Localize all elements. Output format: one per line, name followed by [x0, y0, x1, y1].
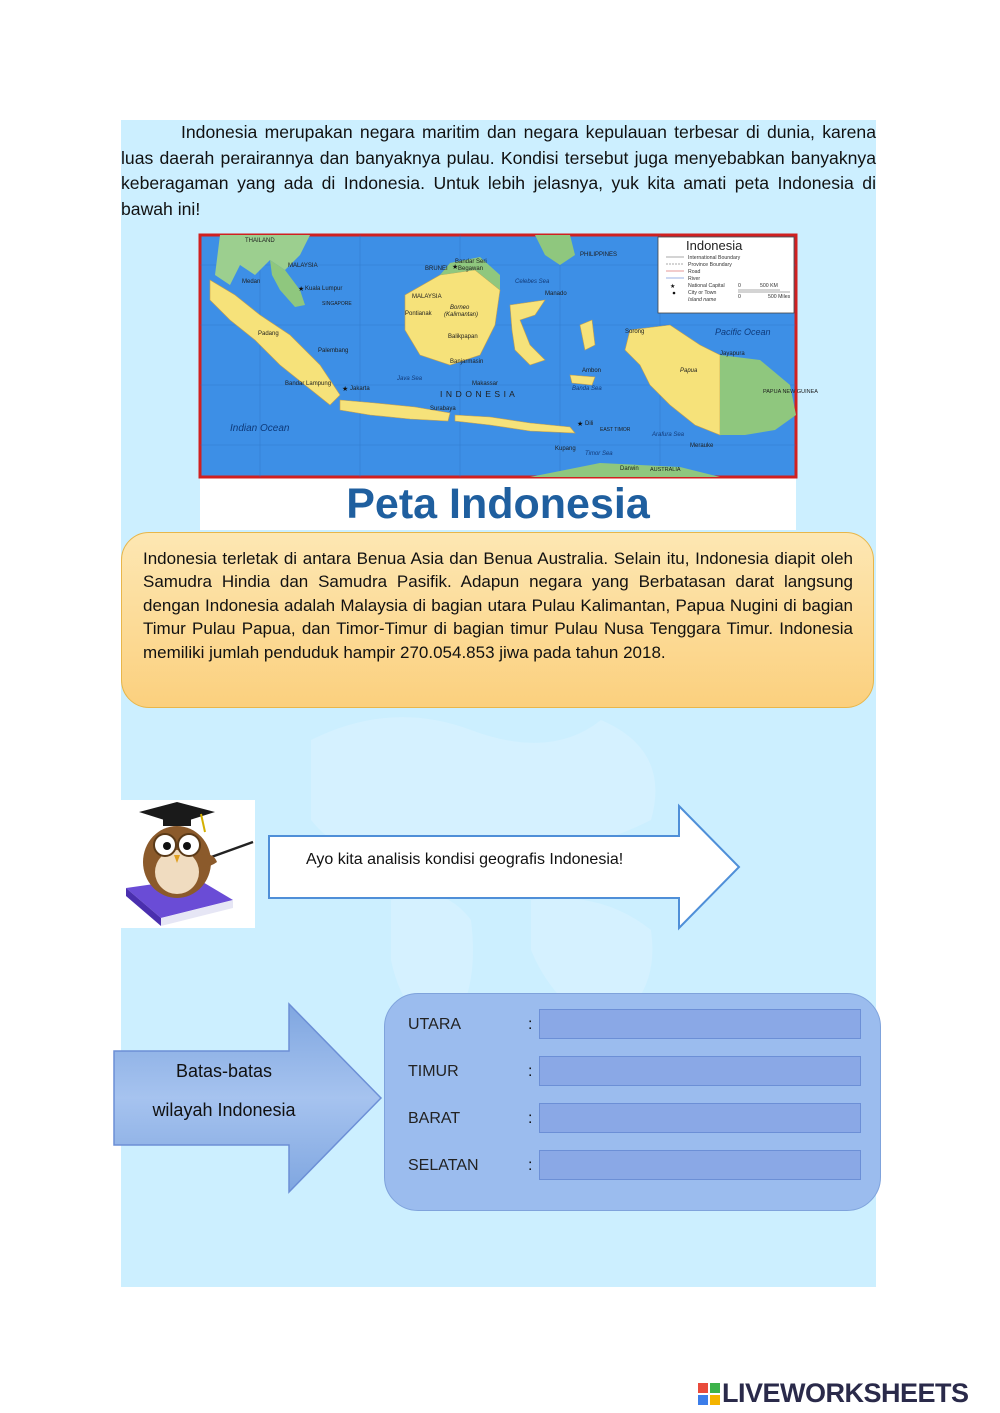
- svg-text:★: ★: [452, 264, 459, 271]
- label-padang: Padang: [258, 331, 279, 337]
- label-balikpapan: Balikpapan: [448, 334, 478, 340]
- label-arafura-sea: Arafura Sea: [652, 432, 685, 438]
- label-makassar: Makassar: [472, 381, 499, 387]
- selatan-input[interactable]: [539, 1150, 861, 1180]
- label-kupang: Kupang: [555, 446, 576, 452]
- label-east-timor: EAST TIMOR: [600, 427, 631, 433]
- border-label: BARAT: [408, 1110, 461, 1127]
- label-indonesia: I N D O N E S I A: [440, 389, 516, 399]
- label-bandar-seri: Bandar Seri: [455, 259, 487, 265]
- map-title: Peta Indonesia: [346, 480, 650, 528]
- border-row-timur: [385, 1056, 882, 1088]
- label-medan: Medan: [242, 279, 261, 285]
- utara-input[interactable]: [539, 1009, 861, 1039]
- border-row-utara: [385, 1009, 882, 1041]
- legend-item: River: [688, 276, 701, 282]
- label-banda-sea: Banda Sea: [572, 386, 602, 392]
- label-palembang: Palembang: [318, 348, 349, 354]
- border-colon: :: [528, 1063, 533, 1080]
- timur-input[interactable]: [539, 1056, 861, 1086]
- label-papua: Papua: [680, 368, 698, 374]
- label-jakarta: Jakarta: [350, 386, 370, 392]
- city-dot-icon: [673, 292, 676, 295]
- label-philippines: PHILIPPINES: [580, 252, 618, 258]
- borders-title-line1: Batas-batas: [175, 1061, 273, 1081]
- legend-item: International Boundary: [688, 255, 741, 261]
- label-australia: AUSTRALIA: [650, 467, 681, 473]
- logo-cubes-icon: [697, 1382, 721, 1406]
- borders-panel: [384, 993, 881, 1211]
- brand-name: LIVEWORKSHEETS: [722, 1378, 969, 1408]
- label-malaysia: MALAYSIA: [288, 263, 318, 269]
- svg-text:★: ★: [577, 421, 584, 428]
- label-java-sea: Java Sea: [397, 376, 423, 382]
- owl-icon: [121, 800, 255, 928]
- border-label: TIMUR: [408, 1063, 459, 1080]
- border-label: UTARA: [408, 1016, 462, 1033]
- scale-label: 500 KM: [760, 283, 778, 289]
- label-malaysia-east: MALAYSIA: [412, 294, 442, 300]
- intro-paragraph: Indonesia merupakan negara maritim dan negara kepulauan terbesar di dunia, karena luas daerah perairannya dan banyaknya pulau. Kondisi tersebut juga menyebabkan banyaknya keberagaman yang ada di Indonesia. Untuk lebih jelasnya, yuk kita amati peta Indonesia di bawah ini!: [121, 122, 876, 219]
- owl-teacher-illustration: [121, 800, 255, 928]
- label-jayapura: Jayapura: [720, 351, 745, 357]
- label-indian-ocean: Indian Ocean: [230, 423, 290, 434]
- label-png: PAPUA NEW GUINEA: [763, 389, 818, 395]
- svg-text:★: ★: [298, 286, 305, 293]
- label-banjarmasin: Banjarmasin: [450, 359, 484, 365]
- label-thailand: THAILAND: [245, 238, 275, 244]
- label-timor-sea: Timor Sea: [585, 451, 613, 457]
- label-pacific-ocean: Pacific Ocean: [715, 327, 771, 337]
- legend-item: Province Boundary: [688, 262, 732, 268]
- label-manado: Manado: [545, 291, 567, 297]
- label-bandar-lampung: Bandar Lampung: [285, 381, 332, 387]
- legend-title: Indonesia: [686, 238, 743, 253]
- label-kuala-lumpur: Kuala Lumpur: [305, 286, 343, 292]
- legend-item: National Capital: [688, 283, 725, 289]
- legend-item: Island name: [688, 297, 717, 303]
- scale-label: 500 Miles: [768, 294, 791, 300]
- label-darwin: Darwin: [620, 466, 639, 472]
- arrow-right-icon: [113, 1003, 383, 1193]
- label-merauke: Merauke: [690, 443, 714, 449]
- legend-item: City or Town: [688, 290, 717, 296]
- label-kalimantan: (Kalimantan): [444, 312, 479, 318]
- label-borneo: Borneo: [450, 305, 470, 311]
- label-pontianak: Pontianak: [405, 311, 432, 317]
- legend-item: Road: [688, 269, 701, 275]
- label-ambon: Ambon: [582, 368, 602, 374]
- label-sorong: Sorong: [625, 329, 645, 335]
- borders-title-line2: wilayah Indonesia: [152, 1100, 296, 1120]
- prompt-arrow: [268, 805, 740, 929]
- label-surabaya: Surabaya: [430, 406, 456, 412]
- svg-text:★: ★: [342, 386, 349, 393]
- scale-label: 0: [738, 294, 741, 300]
- label-begawan: Begawan: [458, 266, 484, 272]
- border-label: SELATAN: [408, 1157, 479, 1174]
- info-box: Indonesia terletak di antara Benua Asia dan Benua Australia. Selain itu, Indonesia diapit oleh Samudra Hindia dan Samudra Pasifik. Adapun negara yang Berbatasan darat langsung dengan Indonesia adalah Malaysia di bagian utara Pulau Kalimantan, Papua Nugini di bagian Timur Pulau Papua, dan Timor-Timur di bagian timur Pulau Nusa Tenggara Timur. Indonesia memiliki jumlah penduduk hampir 270.054.853 jiwa pada tahun 2018.: [121, 532, 874, 708]
- scale-label: 0: [738, 283, 741, 289]
- capital-star-icon: ★: [670, 284, 676, 290]
- map-graphic: [200, 235, 818, 477]
- border-colon: :: [528, 1110, 533, 1127]
- label-brunei: BRUNEI: [425, 266, 448, 272]
- barat-input[interactable]: [539, 1103, 861, 1133]
- border-row-selatan: [385, 1150, 882, 1182]
- label-singapore: SINGAPORE: [322, 301, 352, 307]
- label-dili: Dili: [585, 421, 594, 427]
- label-celebes-sea: Celebes Sea: [515, 279, 550, 285]
- border-colon: :: [528, 1157, 533, 1174]
- border-colon: :: [528, 1016, 533, 1033]
- prompt-text: Ayo kita analisis kondisi geografis Indonesia!: [306, 851, 624, 868]
- borders-arrow: [113, 1003, 383, 1193]
- border-row-barat: [385, 1103, 882, 1135]
